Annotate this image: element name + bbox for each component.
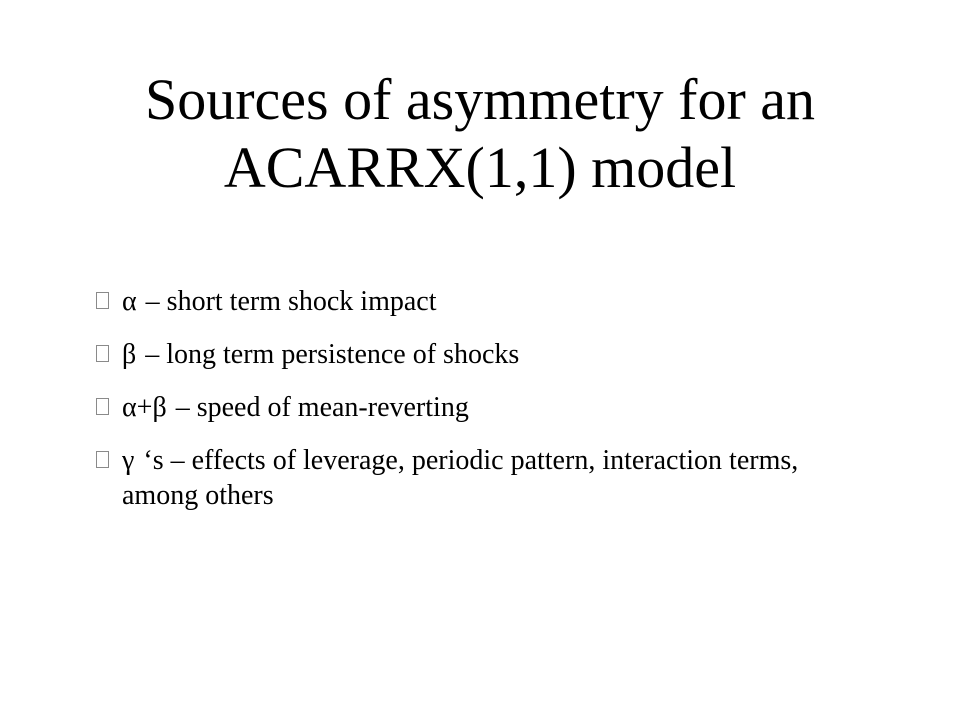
slide-title — [80, 66, 880, 202]
bullet-text: – speed of mean-reverting — [168, 392, 469, 423]
bullet-item — [96, 337, 876, 372]
bullet-symbol: α+β — [122, 392, 167, 423]
bullet-text: – short term shock impact — [138, 286, 437, 317]
bullet-symbol: γ — [122, 445, 135, 476]
bullet-list — [96, 284, 876, 531]
bullet-item — [96, 390, 876, 425]
bullet-symbol: β — [122, 339, 137, 370]
title-line-1: Sources of asymmetry for an — [144, 67, 816, 132]
missing-glyph-box-icon — [96, 345, 109, 362]
bullet-item — [96, 284, 876, 319]
missing-glyph-box-icon — [96, 451, 109, 468]
bullet-text: ‘s – effects of leverage, periodic pattern, interaction terms, among others — [122, 445, 799, 511]
title-line-2: ACARRX(1,1) model — [223, 135, 737, 200]
missing-glyph-box-icon — [96, 398, 109, 415]
bullet-symbol: α — [122, 286, 137, 317]
bullet-item — [96, 443, 876, 513]
missing-glyph-box-icon — [96, 292, 109, 309]
bullet-text: – long term persistence of shocks — [138, 339, 520, 370]
